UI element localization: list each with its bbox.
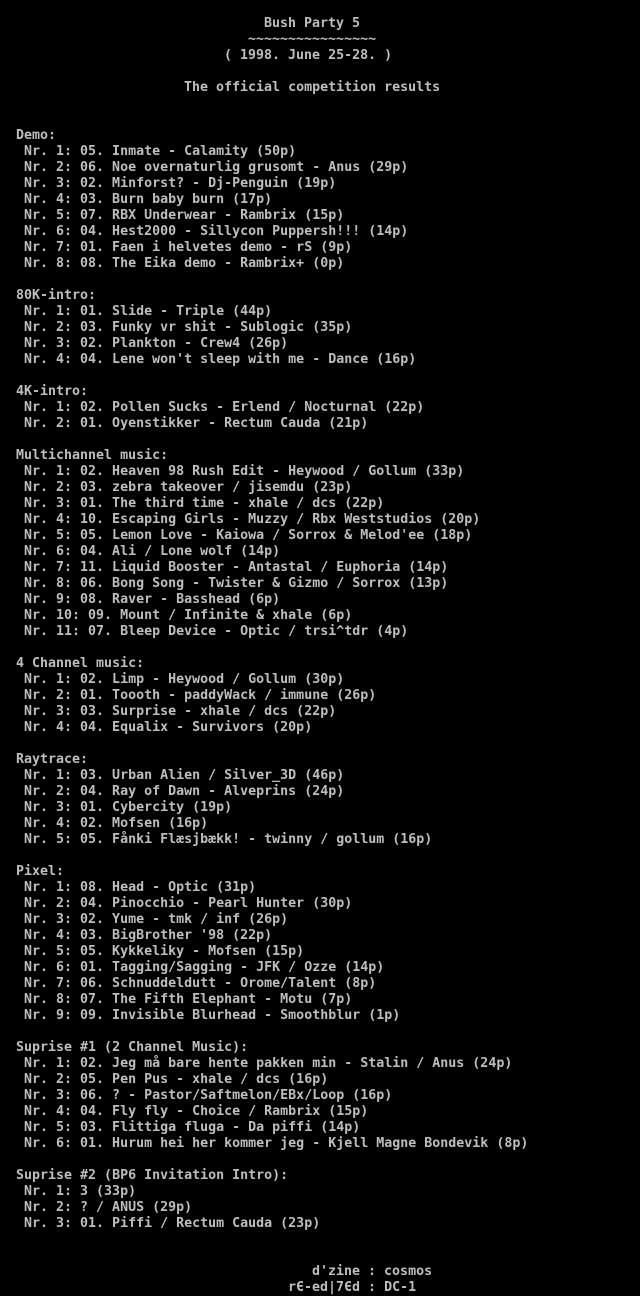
result-entry: Nr. 9: 09. Invisible Blurhead - Smoothblur (1p) <box>24 1008 401 1023</box>
result-entry: Nr. 6: 04. Ali / Lone wolf (14p) <box>24 544 281 559</box>
result-entry: Nr. 5: 05. Kykkeliky - Mofsen (15p) <box>24 944 305 959</box>
section-title: Raytrace: <box>16 752 89 767</box>
result-entry: Nr. 1: 02. Pollen Sucks - Erlend / Nocturnal (22p) <box>24 400 425 415</box>
result-entry: Nr. 2: 04. Pinocchio - Pearl Hunter (30p) <box>24 896 353 911</box>
section-title: Demo: <box>16 128 57 143</box>
competition-section <box>0 1168 640 1232</box>
result-entry: Nr. 7: 11. Liquid Booster - Antastal / Euphoria (14p) <box>24 560 449 575</box>
result-entry: Nr. 3: 03. Surprise - xhale / dcs (22p) <box>24 704 337 719</box>
result-entry: Nr. 3: 02. Plankton - Crew4 (26p) <box>24 336 289 351</box>
result-entry: Nr. 5: 05. Fånki Flæsjbækk! - twinny / gollum (16p) <box>24 832 433 847</box>
result-entry: Nr. 2: 01. Toooth - paddyWack / immune (26p) <box>24 688 377 703</box>
section-title: Suprise #1 (2 Channel Music): <box>16 1040 249 1055</box>
credit-reedited: rЄ-ed|7Єd : DC-1 <box>288 1280 417 1295</box>
section-title: 80K-intro: <box>16 288 97 303</box>
result-entry: Nr. 2: 06. Noe overnaturlig grusomt - Anus (29p) <box>24 160 409 175</box>
result-entry: Nr. 6: 04. Hest2000 - Sillycon Puppersh!!! (14p) <box>24 224 409 239</box>
result-entry: Nr. 5: 07. RBX Underwear - Rambrix (15p) <box>24 208 345 223</box>
result-entry: Nr. 3: 02. Minforst? - Dj-Penguin (19p) <box>24 176 337 191</box>
results-sections <box>0 128 640 1248</box>
result-entry: Nr. 1: 03. Urban Alien / Silver_3D (46p) <box>24 768 345 783</box>
section-title: Suprise #2 (BP6 Invitation Intro): <box>16 1168 289 1183</box>
result-entry: Nr. 9: 08. Raver - Basshead (6p) <box>24 592 281 607</box>
result-entry: Nr. 5: 03. Flittiga fluga - Da piffi (14p) <box>24 1120 361 1135</box>
result-entry: Nr. 11: 07. Bleep Device - Optic / trsi^tdr (4p) <box>24 624 409 639</box>
result-entry: Nr. 6: 01. Hurum hei her kommer jeg - Kjell Magne Bondevik (8p) <box>24 1136 529 1151</box>
result-entry: Nr. 7: 06. Schnuddeldutt - Orome/Talent (8p) <box>24 976 377 991</box>
result-entry: Nr. 1: 3 (33p) <box>24 1184 137 1199</box>
result-entry: Nr. 7: 01. Faen i helvetes demo - rS (9p) <box>24 240 353 255</box>
result-entry: Nr. 3: 02. Yume - tmk / inf (26p) <box>24 912 289 927</box>
result-entry: Nr. 8: 07. The Fifth Elephant - Motu (7p) <box>24 992 353 1007</box>
section-title: Pixel: <box>16 864 65 879</box>
result-entry: Nr. 8: 08. The Eika demo - Rambrix+ (0p) <box>24 256 345 271</box>
result-entry: Nr. 4: 04. Equalix - Survivors (20p) <box>24 720 313 735</box>
competition-section <box>0 128 640 272</box>
result-entry: Nr. 10: 09. Mount / Infinite & xhale (6p) <box>24 608 353 623</box>
results-subtitle: The official competition results <box>184 80 441 95</box>
result-entry: Nr. 1: 08. Head - Optic (31p) <box>24 880 257 895</box>
result-entry: Nr. 1: 02. Heaven 98 Rush Edit - Heywood / Gollum (33p) <box>24 464 465 479</box>
result-entry: Nr. 8: 06. Bong Song - Twister & Gizmo / Sorrox (13p) <box>24 576 449 591</box>
competition-section <box>0 448 640 640</box>
party-title: Bush Party 5 <box>264 16 361 31</box>
result-entry: Nr. 2: 03. Funky vr shit - Sublogic (35p) <box>24 320 353 335</box>
section-title: 4K-intro: <box>16 384 89 399</box>
result-entry: Nr. 4: 02. Mofsen (16p) <box>24 816 209 831</box>
result-entry: Nr. 4: 10. Escaping Girls - Muzzy / Rbx Weststudios (20p) <box>24 512 481 527</box>
result-entry: Nr. 1: 02. Jeg må bare hente pakken min - Stalin / Anus (24p) <box>24 1056 513 1071</box>
result-entry: Nr. 2: 04. Ray of Dawn - Alveprins (24p) <box>24 784 345 799</box>
result-entry: Nr. 4: 04. Fly fly - Choice / Rambrix (15p) <box>24 1104 369 1119</box>
section-title: 4 Channel music: <box>16 656 145 671</box>
section-title: Multichannel music: <box>16 448 169 463</box>
result-entry: Nr. 3: 06. ? - Pastor/Saftmelon/EBx/Loop (16p) <box>24 1088 393 1103</box>
party-date: ( 1998. June 25-28. ) <box>224 48 393 63</box>
competition-section <box>0 656 640 736</box>
competition-section <box>0 384 640 432</box>
result-entry: Nr. 1: 05. Inmate - Calamity (50p) <box>24 144 297 159</box>
result-entry: Nr. 6: 01. Tagging/Sagging - JFK / Ozze (14p) <box>24 960 385 975</box>
credit-dzine: d'zine : cosmos <box>312 1264 433 1279</box>
result-entry: Nr. 2: ? / ANUS (29p) <box>24 1200 193 1215</box>
result-entry: Nr. 3: 01. Cybercity (19p) <box>24 800 233 815</box>
title-underline: ~~~~~~~~~~~~~~~~ <box>248 32 377 47</box>
result-entry: Nr. 4: 03. BigBrother '98 (22p) <box>24 928 273 943</box>
result-entry: Nr. 2: 05. Pen Pus - xhale / dcs (16p) <box>24 1072 329 1087</box>
result-entry: Nr. 3: 01. Piffi / Rectum Cauda (23p) <box>24 1216 321 1231</box>
result-entry: Nr. 1: 02. Limp - Heywood / Gollum (30p) <box>24 672 345 687</box>
competition-section <box>0 752 640 848</box>
competition-section <box>0 288 640 368</box>
competition-section <box>0 864 640 1024</box>
result-entry: Nr. 4: 04. Lene won't sleep with me - Dance (16p) <box>24 352 417 367</box>
result-entry: Nr. 5: 05. Lemon Love - Kaiowa / Sorrox & Melod'ee (18p) <box>24 528 473 543</box>
result-entry: Nr. 3: 01. The third time - xhale / dcs (22p) <box>24 496 385 511</box>
result-entry: Nr. 4: 03. Burn baby burn (17p) <box>24 192 273 207</box>
competition-section <box>0 1040 640 1152</box>
result-entry: Nr. 2: 01. Oyenstikker - Rectum Cauda (21p) <box>24 416 369 431</box>
result-entry: Nr. 2: 03. zebra takeover / jisemdu (23p) <box>24 480 353 495</box>
result-entry: Nr. 1: 01. Slide - Triple (44p) <box>24 304 273 319</box>
